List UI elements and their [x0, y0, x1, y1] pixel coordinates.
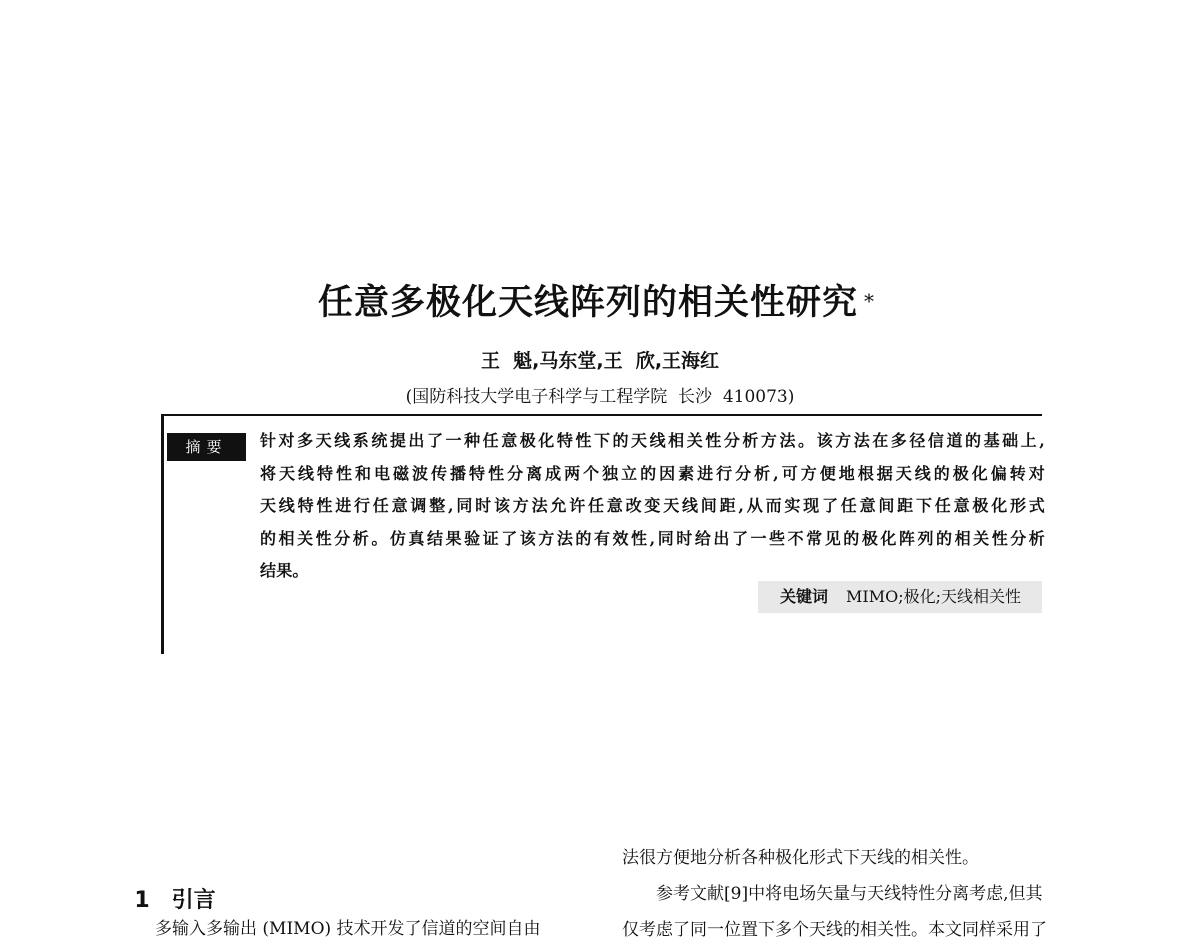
abstract-label-badge: 摘要 [167, 433, 246, 461]
keywords-value: MIMO;极化;天线相关性 [846, 587, 1022, 606]
abstract-line: 针对多天线系统提出了一种任意极化特性下的天线相关性分析方法。该方法在多径信道的基础上, [260, 431, 1045, 450]
right-column-line: 法很方便地分析各种极化形式下天线的相关性。 [622, 848, 979, 868]
abstract-line: 将天线特性和电磁波传播特性分离成两个独立的因素进行分析,可方便地根据天线的极化偏转对 [260, 463, 1045, 483]
section-heading [119, 858, 216, 914]
paper-authors: 王 魁,马东堂,王 欣,王海红 [480, 350, 720, 372]
abstract-text [260, 425, 1045, 588]
paper-title: 任意多极化天线阵列的相关性研究 [317, 283, 858, 323]
abstract-line: 天线特性进行任意调整,同时该方法允许任意改变天线间距,从而实现了任意间距下任意极化形式 [260, 496, 1045, 515]
title-footnote-mark: * [864, 288, 874, 313]
abstract-frame-top-rule [162, 414, 1042, 416]
keywords-label: 关键词 [780, 587, 829, 606]
abstract-line: 的相关性分析。仿真结果验证了该方法的有效性,同时给出了一些不常见的极化阵列的相关性分析 [260, 528, 1045, 548]
section-title: 引言 [171, 888, 216, 913]
right-column-line: 参考文献[9]中将电场矢量与天线特性分离考虑,但其 [656, 884, 1043, 904]
right-column-line: 仅考虑了同一位置下多个天线的相关性。本文同样采用了 [622, 920, 1047, 940]
left-column-line: 多输入多输出 (MIMO) 技术开发了信道的空间自由 [155, 919, 541, 939]
section-number: 1 [134, 888, 150, 913]
keywords-bar [758, 581, 1042, 613]
paper-affiliation: (国防科技大学电子科学与工程学院 长沙 410073) [405, 387, 795, 407]
paper-title-block [0, 275, 1200, 325]
left-column-text [155, 909, 585, 949]
right-column-text [622, 840, 1082, 948]
abstract-frame-left-rule [161, 414, 164, 654]
abstract-line: 结果。 [260, 561, 309, 580]
